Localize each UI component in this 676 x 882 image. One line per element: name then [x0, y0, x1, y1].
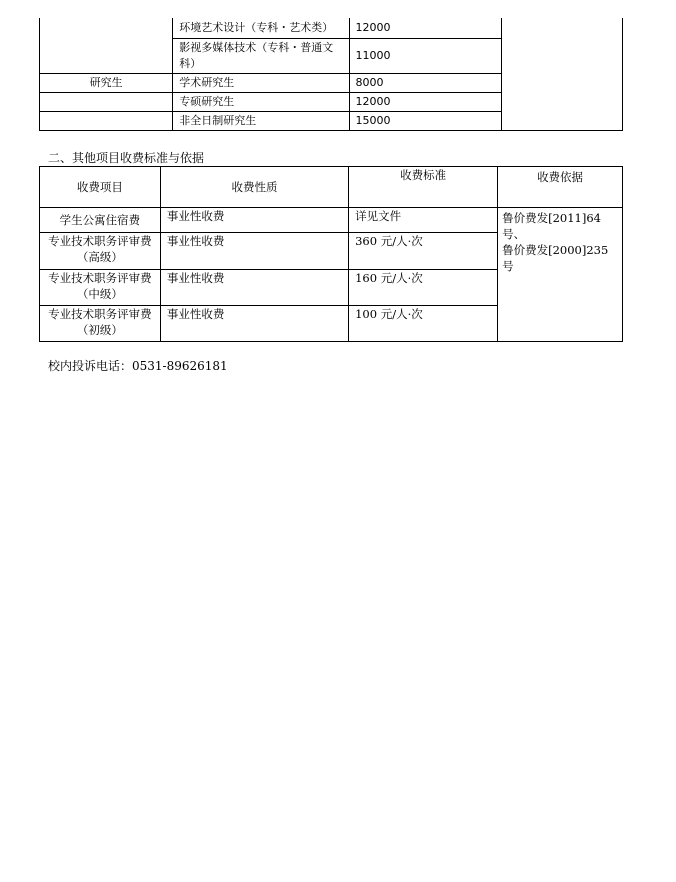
category-cell — [40, 111, 173, 130]
section-title: 二、其他项目收费标准与依据 — [48, 151, 205, 165]
header-basis: 收费依据 — [498, 167, 623, 208]
fee-standard: 160 元/人·次 — [349, 270, 498, 306]
basis-line: 鲁价费发[2000]235 号 — [502, 243, 609, 273]
fee-cell: 15000 — [349, 111, 501, 130]
major-cell: 影视多媒体技术（专科・普通文科） — [173, 38, 349, 73]
category-cell — [40, 92, 173, 111]
fee-nature: 事业性收费 — [160, 306, 348, 342]
fee-nature: 事业性收费 — [160, 270, 348, 306]
fee-standard: 详见文件 — [349, 208, 498, 233]
fee-item: 专业技术职务评审费 （高级） — [40, 233, 161, 270]
fee-cell: 8000 — [349, 73, 501, 92]
complaint-phone: 校内投诉电话：0531-89626181 — [48, 359, 228, 373]
major-cell: 学术研究生 — [173, 73, 349, 92]
major-cell: 环境艺术设计（专科・艺术类） — [173, 18, 349, 38]
fee-cell: 12000 — [349, 18, 501, 38]
header-standard: 收费标准 — [349, 167, 498, 208]
basis-line: 鲁价费发[2011]64 号、 — [502, 211, 601, 241]
fee-cell: 11000 — [349, 38, 501, 73]
fee-item: 学生公寓住宿费 — [40, 208, 161, 233]
category-cell: 研究生 — [40, 73, 173, 92]
category-cell — [40, 38, 173, 73]
major-cell: 专硕研究生 — [173, 92, 349, 111]
fee-standard: 360 元/人·次 — [349, 233, 498, 270]
fee-cell: 12000 — [349, 92, 501, 111]
major-cell: 非全日制研究生 — [173, 111, 349, 130]
other-fees-table — [39, 166, 623, 342]
fee-item: 专业技术职务评审费 （初级） — [40, 306, 161, 342]
fee-nature: 事业性收费 — [160, 233, 348, 270]
header-item: 收费项目 — [40, 167, 161, 208]
note-cell — [501, 18, 622, 130]
fee-standard: 100 元/人·次 — [349, 306, 498, 342]
header-nature: 收费性质 — [160, 167, 348, 208]
fee-nature: 事业性收费 — [160, 208, 348, 233]
fee-basis — [498, 208, 623, 342]
tuition-table — [39, 18, 623, 131]
fee-item: 专业技术职务评审费 （中级） — [40, 270, 161, 306]
category-cell — [40, 18, 173, 38]
